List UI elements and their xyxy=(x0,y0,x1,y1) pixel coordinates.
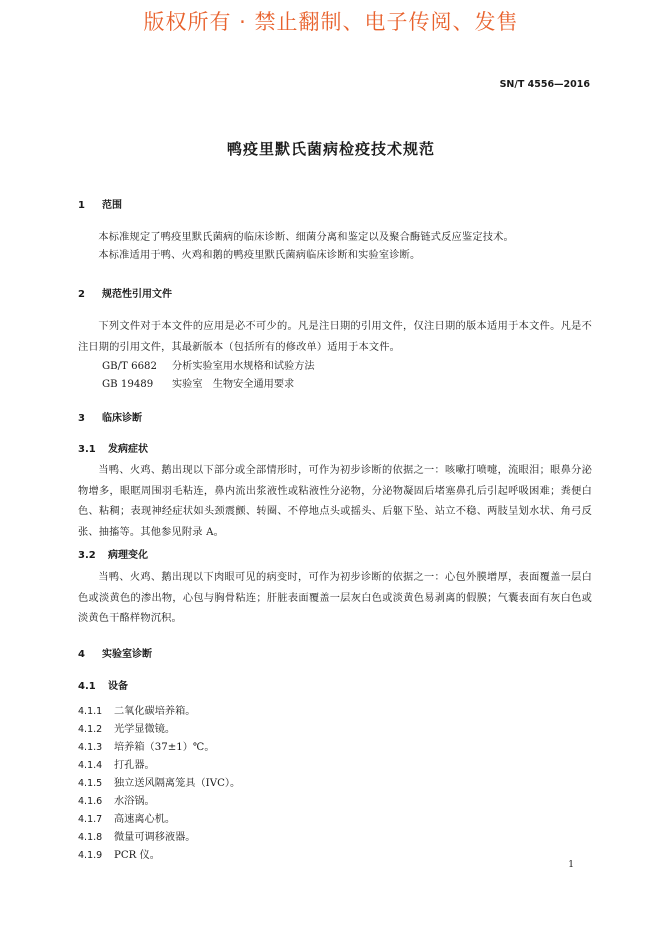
item-number: 4.1.3 xyxy=(78,742,103,753)
section-number: 4 xyxy=(78,649,85,660)
item-number: 4.1.7 xyxy=(78,814,103,825)
section-3-heading xyxy=(78,409,142,424)
page-number: 1 xyxy=(568,860,574,870)
section-4-heading xyxy=(78,645,152,660)
item-text: 独立送风隔离笼具（IVC）。 xyxy=(114,778,241,789)
equipment-item xyxy=(78,810,175,825)
section-title: 临床诊断 xyxy=(102,413,142,424)
section-title: 规范性引用文件 xyxy=(102,289,172,300)
section-3-1-paragraph: 当鸭、火鸡、鹅出现以下部分或全部情形时，可作为初步诊断的依据之一：咳嗽打喷嚏，流眼泪；眼鼻分泌物增多，眼眶周围羽毛粘连，鼻内流出浆液性或粘液性分泌物，分泌物凝固后堵塞鼻孔后引起呼吸困难；粪便白色、粘稠；表现神经症状如头颈震颤、转圈、不停地点头或摇头、后躯下坠、站立不稳、两肢呈划水状、角弓反张、抽搐等。其他参见附录 A。 xyxy=(78,465,592,538)
reference-code: GB 19489 xyxy=(102,379,154,390)
section-number: 2 xyxy=(78,289,85,300)
item-number: 4.1.2 xyxy=(78,724,103,735)
section-number: 3 xyxy=(78,413,85,424)
item-text: 培养箱（37±1）℃。 xyxy=(114,742,215,753)
equipment-item xyxy=(78,792,155,807)
item-text: 微量可调移液器。 xyxy=(114,832,196,843)
section-title: 发病症状 xyxy=(108,444,148,455)
section-1-heading xyxy=(78,196,122,211)
copyright-watermark: 版权所有 · 禁止翻制、电子传阅、发售 xyxy=(143,10,519,34)
item-number: 4.1.8 xyxy=(78,832,103,843)
equipment-item xyxy=(78,846,160,861)
section-title: 范围 xyxy=(102,200,122,211)
item-number: 4.1.6 xyxy=(78,796,103,807)
equipment-item xyxy=(78,702,196,717)
item-text: 水浴锅。 xyxy=(114,796,155,807)
normative-reference xyxy=(102,357,315,372)
section-title: 设备 xyxy=(108,681,128,692)
section-title: 实验室诊断 xyxy=(102,649,152,660)
section-1-paragraph-1: 本标准规定了鸭疫里默氏菌病的临床诊断、细菌分离和鉴定以及聚合酶链式反应鉴定技术。 xyxy=(98,232,514,243)
equipment-item xyxy=(78,720,175,735)
item-number: 4.1.1 xyxy=(78,706,103,717)
equipment-item xyxy=(78,828,196,843)
document-title: 鸭疫里默氏菌病检疫技术规范 xyxy=(226,140,435,158)
section-3-1-heading xyxy=(78,440,148,455)
item-text: PCR 仪。 xyxy=(114,850,160,861)
section-number: 4.1 xyxy=(78,681,96,692)
standard-code: SN/T 4556—2016 xyxy=(499,79,590,90)
section-2-heading xyxy=(78,285,172,300)
reference-title: 实验室 生物安全通用要求 xyxy=(172,379,295,390)
section-3-2-heading xyxy=(78,546,148,561)
equipment-item xyxy=(78,738,215,753)
normative-reference xyxy=(102,375,294,390)
section-4-1-heading xyxy=(78,677,128,692)
equipment-item xyxy=(78,756,155,771)
item-number: 4.1.5 xyxy=(78,778,103,789)
item-text: 二氧化碳培养箱。 xyxy=(114,706,196,717)
section-title: 病理变化 xyxy=(108,550,148,561)
section-2-paragraph-1: 下列文件对于本文件的应用是必不可少的。凡是注日期的引用文件，仅注日期的版本适用于本文件。凡是不注日期的引用文件，其最新版本（包括所有的修改单）适用于本文件。 xyxy=(78,321,592,353)
reference-title: 分析实验室用水规格和试验方法 xyxy=(172,361,315,372)
equipment-item xyxy=(78,774,240,789)
section-3-2-paragraph: 当鸭、火鸡、鹅出现以下肉眼可见的病变时，可作为初步诊断的依据之一：心包外膜增厚，表面覆盖一层白色或淡黄色的渗出物，心包与胸骨粘连；肝脏表面覆盖一层灰白色或淡黄色易剥离的假膜；气囊表面有灰白色或淡黄色干酪样物沉积。 xyxy=(78,572,592,624)
item-text: 高速离心机。 xyxy=(114,814,176,825)
item-text: 光学显微镜。 xyxy=(114,724,176,735)
section-number: 1 xyxy=(78,200,85,211)
reference-code: GB/T 6682 xyxy=(102,361,158,372)
section-number: 3.2 xyxy=(78,550,96,561)
item-text: 打孔器。 xyxy=(114,760,155,771)
section-number: 3.1 xyxy=(78,444,96,455)
item-number: 4.1.4 xyxy=(78,760,103,771)
item-number: 4.1.9 xyxy=(78,850,103,861)
section-1-paragraph-2: 本标准适用于鸭、火鸡和鹅的鸭疫里默氏菌病临床诊断和实验室诊断。 xyxy=(98,250,421,261)
